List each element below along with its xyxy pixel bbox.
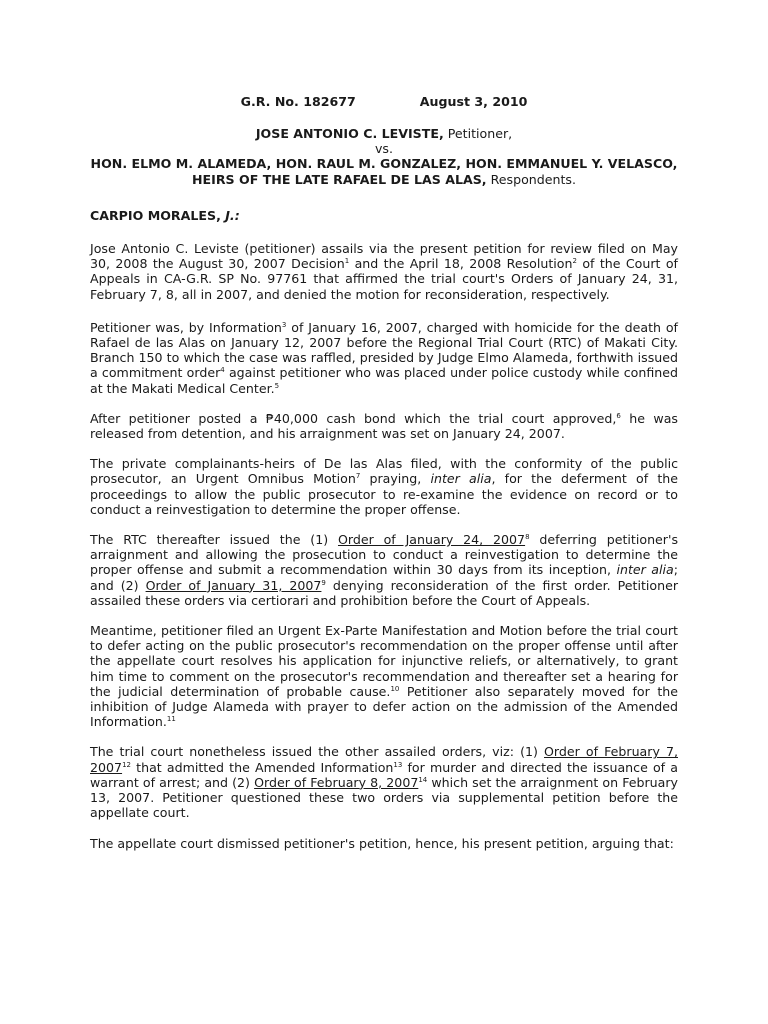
ponente — [90, 208, 240, 223]
text-run: against petitioner who was placed under police custody while confined at the Makati Medical Center. — [90, 365, 679, 396]
paragraph-6 — [90, 623, 678, 729]
text-run: he was released from detention, and his arraignment was set on January 24, 2007. — [90, 410, 678, 442]
ponente-suffix: J.: — [225, 208, 240, 223]
text-run: of the Court of Appeals in CA-G.R. SP No. 97761 that affirmed the trial court's Orders of January 24, 31, February 7, 8, all in 2007, and denied the motion for reconsideration, respectively. — [90, 256, 678, 302]
text-run: that admitted the Amended Information — [130, 759, 394, 775]
text-run: denying reconsideration of the first order. Petitioner assailed these orders via certiorari and prohibition before the Court of Appeals. — [90, 577, 678, 608]
text-run: Meantime, petitioner filed an Urgent Ex-Parte Manifestation and Motion before the trial court to defer acting on the public prosecutor's recommendation on the proper offense until after the appellate court resolves his application for injunctive reliefs, or alternatively, to grant him time to comment on the prosecutor's recommendation and thereafter set a hearing for the judicial determination of probable cause. — [90, 623, 678, 699]
decision-date: August 3, 2010 — [419, 94, 528, 109]
footnote-ref[interactable]: 8 — [525, 533, 530, 542]
ponente-name: CARPIO MORALES, — [90, 208, 226, 223]
footnote-ref[interactable]: 4 — [220, 366, 225, 375]
case-caption — [90, 126, 678, 187]
respondents-names: HEIRS OF THE LATE RAFAEL DE LAS ALAS, — [192, 171, 487, 187]
decision-body — [90, 241, 678, 866]
text-run: Jose Antonio C. Leviste (petitioner) assails via the present petition for review filed on May 30, 2008 the August 30, 2007 Decision — [90, 241, 678, 272]
text-run: The RTC thereafter issued the (1) — [90, 532, 338, 548]
text-run: praying, — [360, 471, 431, 487]
respondents-line-2 — [90, 172, 678, 187]
versus-line: vs. — [374, 141, 394, 157]
text-run: Petitioner was, by Information — [90, 319, 282, 335]
italic-phrase: inter alia — [616, 562, 674, 578]
text-run: and the April 18, 2008 Resolution — [349, 256, 573, 272]
order-link[interactable]: Order of February 7, 2007 — [90, 744, 678, 775]
respondents-role: Respondents. — [486, 171, 576, 187]
text-run: The trial court nonetheless issued the other assailed orders, viz: (1) — [90, 744, 544, 760]
footnote-ref[interactable]: 5 — [274, 381, 280, 390]
footnote-ref[interactable]: 1 — [344, 257, 350, 266]
petitioner-name: JOSE ANTONIO C. LEVISTE, — [255, 126, 444, 141]
order-link[interactable]: Order of January 31, 2007 — [145, 577, 322, 593]
text-run: Petitioner also separately moved for the inhibition of Judge Alameda with prayer to defer action on the admission of the Amended Information. — [90, 683, 678, 730]
order-link[interactable]: Order of January 24, 2007 — [337, 532, 526, 548]
paragraph-5 — [90, 532, 678, 608]
petitioner-line — [90, 126, 678, 141]
paragraph-1 — [90, 241, 678, 302]
text-run: After petitioner posted a ₱40,000 cash bond which the trial court approved, — [90, 410, 617, 426]
paragraph-7 — [90, 744, 678, 820]
footnote-ref[interactable]: 3 — [281, 320, 287, 329]
footnote-ref[interactable]: 10 — [390, 684, 400, 693]
footnote-ref[interactable]: 12 — [122, 760, 131, 769]
footnote-ref[interactable]: 13 — [393, 760, 403, 769]
paragraph-4 — [90, 456, 678, 517]
text-run: The appellate court dismissed petitioner's petition, hence, his present petition, arguing that: — [90, 835, 674, 851]
petitioner-role: Petitioner, — [443, 126, 513, 141]
case-header — [90, 94, 678, 109]
text-run: The private complainants-heirs of De las Alas filed, with the conformity of the public prosecutor, an Urgent Omnibus Motion — [90, 456, 678, 487]
gr-number: G.R. No. 182677 — [240, 94, 356, 109]
footnote-ref[interactable]: 14 — [418, 775, 428, 784]
text-run: , for the deferment of the proceedings to allow the public prosecutor to re-examine the evidence on record or to conduct a reinvestigation to determine the proper offense. — [90, 471, 678, 517]
footnote-ref[interactable]: 2 — [572, 257, 577, 266]
paragraph-3 — [90, 411, 678, 441]
footnote-ref[interactable]: 9 — [321, 578, 326, 587]
footnote-ref[interactable]: 6 — [616, 411, 621, 420]
paragraph-8 — [90, 836, 678, 851]
footnote-ref[interactable]: 7 — [355, 472, 361, 481]
order-link[interactable]: Order of February 8, 2007 — [254, 774, 419, 790]
text-run: deferring petitioner's arraignment and allowing the prosecution to conduct a reinvestigation to determine the proper offense and submit a recommendation within 30 days from its inception, — [90, 532, 678, 578]
text-run: ; and (2) — [90, 562, 678, 593]
footnote-ref[interactable]: 11 — [166, 715, 176, 724]
text-run: for murder and directed the issuance of a warrant of arrest; and (2) — [90, 759, 678, 790]
respondents-line-1: HON. ELMO M. ALAMEDA, HON. RAUL M. GONZALEZ, HON. EMMANUEL Y. VELASCO, — [90, 156, 678, 172]
italic-phrase: inter alia — [430, 471, 492, 487]
text-run: which set the arraignment on February 13, 2007. Petitioner questioned these two orders via supplemental petition before the appellate court. — [90, 774, 679, 821]
paragraph-2 — [90, 320, 678, 396]
text-run: of January 16, 2007, charged with homicide for the death of Rafael de las Alas on January 12, 2007 before the Regional Trial Court (RTC) of Makati City. Branch 150 to which the case was raffled, presided by Judge Elmo Alameda, forthwith issued a commitment order — [90, 319, 678, 381]
